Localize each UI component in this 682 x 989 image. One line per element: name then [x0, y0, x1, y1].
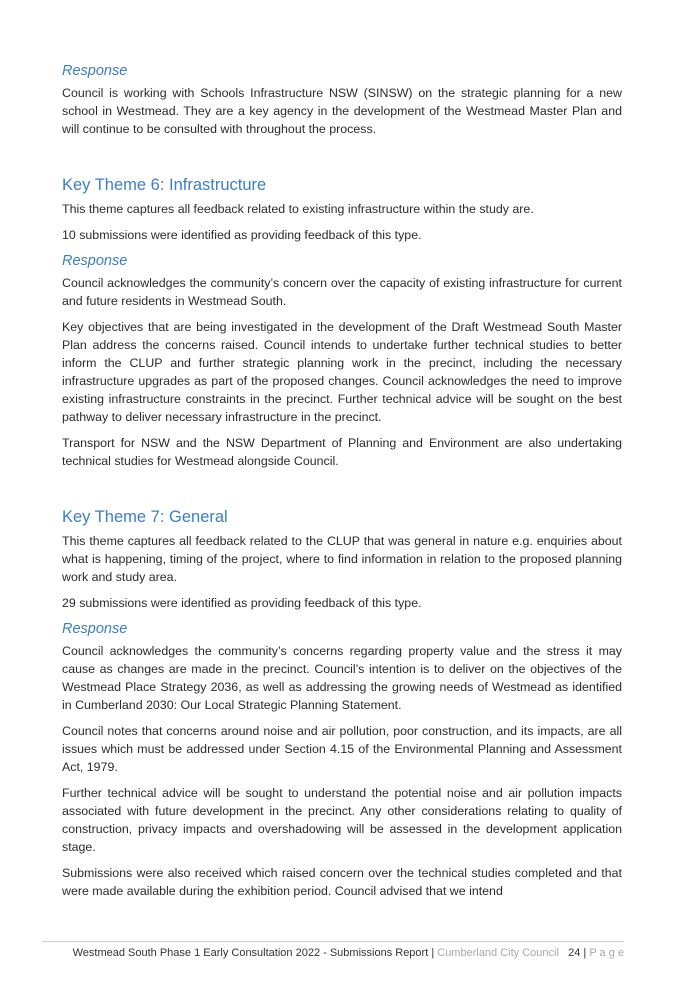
- paragraph: Council is working with Schools Infrastructure NSW (SINSW) on the strategic planning for a new school in Westmead. They are a key agency in the development of the Westmead Master Plan and will continue to be consulted with throughout the process.: [62, 86, 622, 136]
- paragraph: Council acknowledges the community’s concerns regarding property value and the stress it may cause as changes are made in the precinct. Council’s intention is to deliver on the objectives of the Westmead Place Strategy 2036, as well as addressing the growing needs of Westmead as identified in Cumberland 2030: Our Local Strategic Planning Statement.: [62, 644, 622, 712]
- theme-7-heading: Key Theme 7: General: [62, 508, 228, 526]
- paragraph: Submissions were also received which raised concern over the technical studies completed and that were made available during the exhibition period. Council advised that we intend: [62, 866, 622, 898]
- footer-org: Cumberland City Council: [437, 947, 559, 959]
- paragraph: 29 submissions were identified as providing feedback of this type.: [62, 596, 422, 610]
- footer-doc-title: Westmead South Phase 1 Early Consultation 2022 - Submissions Report: [72, 947, 429, 959]
- theme-6-heading: Key Theme 6: Infrastructure: [62, 176, 267, 194]
- paragraph: Council notes that concerns around noise and air pollution, poor construction, and its impacts, are all issues which must be addressed under Section 4.15 of the Environmental Planning and Assessment Act, 1979.: [62, 724, 622, 774]
- response-heading: Response: [62, 253, 128, 269]
- paragraph: Further technical advice will be sought to understand the potential noise and air pollution impacts associated with future development in the precinct. Any other considerations relating to quality of construction, privacy impacts and overshadowing will be assessed in the development application stage.: [62, 786, 622, 854]
- footer-page-number: 24: [568, 947, 581, 959]
- paragraph: Transport for NSW and the NSW Department of Planning and Environment are also undertaking technical studies for Westmead alongside Council.: [62, 436, 622, 468]
- paragraph: This theme captures all feedback related to the CLUP that was general in nature e.g. enquiries about what is happening, timing of the project, where to find information in relation to the proposed planning work and study area.: [62, 534, 622, 584]
- paragraph: Council acknowledges the community’s concern over the capacity of existing infrastructure for current and future residents in Westmead South.: [62, 276, 622, 308]
- paragraph: Key objectives that are being investigated in the development of the Draft Westmead South Master Plan address the concerns raised. Council intends to undertake further technical studies to better inform the CLUP and further strategic planning work in the precinct, including the necessary infrastructure upgrades as part of the proposed changes. Council acknowledges the need to improve existing infrastructure constraints in the precinct. Further technical advice will be sought on the best pathway to deliver necessary infrastructure in the precinct.: [62, 320, 622, 424]
- footer-page-label: P a g e: [589, 947, 624, 959]
- page-footer: Westmead South Phase 1 Early Consultation 2022 - Submissions Report | Cumberland City Council 24 | P a g e: [42, 941, 624, 959]
- page-content: [62, 58, 622, 908]
- paragraph: 10 submissions were identified as providing feedback of this type.: [62, 228, 422, 242]
- response-heading: Response: [62, 621, 128, 637]
- paragraph: This theme captures all feedback related to existing infrastructure within the study are.: [62, 202, 534, 216]
- footer-separator: |: [428, 947, 438, 959]
- response-heading: Response: [62, 63, 128, 79]
